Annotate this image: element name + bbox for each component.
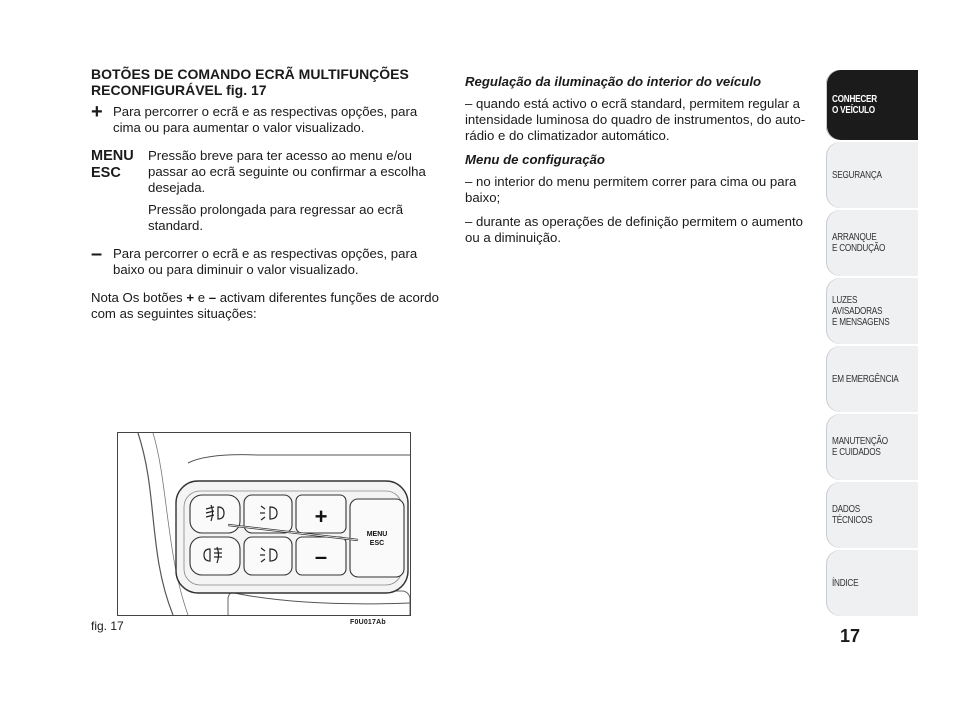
- figure-esc-label: ESC: [369, 540, 385, 547]
- minus-description-text: Para percorrer o ecrã e as respectivas opções, para baixo ou para diminuir o valor visualizado.: [113, 246, 418, 277]
- minus-symbol: –: [91, 243, 103, 265]
- figure-minus-button: –: [314, 544, 328, 569]
- menu-item: [91, 148, 443, 240]
- figure-menu-label: MENU: [366, 531, 388, 538]
- tab-manutencao-e-cuidados[interactable]: [826, 414, 918, 480]
- tab-label: DADOS TÉCNICOS: [832, 504, 873, 526]
- section-heading-text: BOTÕES DE COMANDO ECRÃ MULTIFUNÇÕES RECONFIGURÁVEL: [91, 66, 409, 98]
- minus-item: [91, 243, 443, 284]
- note-minus: –: [208, 290, 217, 305]
- lighting-heading: Regulação da iluminação do interior do veículo: [465, 74, 762, 89]
- tab-conhecer-o-veiculo[interactable]: [826, 70, 918, 140]
- tab-label: ARRANQUE E CONDUÇÃO: [832, 232, 886, 254]
- figure-caption: fig. 17: [91, 619, 124, 633]
- tab-em-emergencia[interactable]: [826, 346, 918, 412]
- tab-label: SEGURANÇA: [832, 169, 882, 181]
- tab-indice[interactable]: [826, 550, 918, 616]
- menu-description-long-press: Pressão prolongada para regressar ao ecrã standard.: [148, 202, 404, 233]
- lighting-paragraph: – quando está activo o ecrã standard, permitem regular a intensidade luminosa do quadro de instrumentos, do auto-rádio e do climatizador automático.: [465, 96, 806, 143]
- tab-dados-tecnicos[interactable]: [826, 482, 918, 548]
- menu-description: [148, 148, 443, 240]
- figure-code: F0U017Ab: [350, 619, 386, 626]
- note-plus: +: [186, 290, 195, 305]
- figure-plus-button: +: [314, 504, 328, 529]
- tab-label: MANUTENÇÃO E CUIDADOS: [832, 436, 888, 458]
- menu-esc-symbol: MENU ESC: [91, 148, 134, 181]
- section-heading: [91, 66, 443, 98]
- right-column: [465, 74, 810, 254]
- section-heading-fig-ref: fig. 17: [226, 82, 267, 98]
- figure-17: [117, 432, 411, 616]
- config-menu-heading: Menu de configuração: [465, 152, 605, 167]
- plus-item: [91, 101, 443, 142]
- tab-seguranca[interactable]: [826, 142, 918, 208]
- plus-description: [113, 104, 443, 142]
- tab-label: EM EMERGÊNCIA: [832, 373, 899, 385]
- left-column: [91, 66, 443, 322]
- tab-label: ÍNDICE: [832, 577, 859, 589]
- tab-arranque-e-conducao[interactable]: [826, 210, 918, 276]
- button-panel-illustration: [118, 433, 410, 615]
- note-mid: e: [197, 290, 206, 305]
- menu-description-short-press: Pressão breve para ter acesso ao menu e/ou passar ao ecrã seguinte ou confirmar a escolha desejada.: [148, 148, 426, 195]
- config-menu-paragraph-2: – durante as operações de definição permitem o aumento ou a diminuição.: [465, 214, 803, 245]
- tab-label: LUZES AVISADORAS E MENSAGENS: [832, 294, 890, 328]
- note-post: activam diferentes funções de acordo com as seguintes situações:: [91, 290, 439, 321]
- plus-description-text: Para percorrer o ecrã e as respectivas opções, para cima ou para aumentar o valor visualizado.: [113, 104, 418, 135]
- config-menu-paragraph-1: – no interior do menu permitem correr para cima ou para baixo;: [465, 174, 797, 205]
- page-number: 17: [840, 626, 861, 646]
- note-paragraph: [91, 290, 443, 322]
- tab-luzes-avisadoras[interactable]: [826, 278, 918, 344]
- tab-label: CONHECER O VEÍCULO: [832, 94, 877, 116]
- note-pre: Nota Os botões: [91, 290, 183, 305]
- plus-symbol: +: [91, 101, 103, 123]
- minus-description: [113, 246, 443, 284]
